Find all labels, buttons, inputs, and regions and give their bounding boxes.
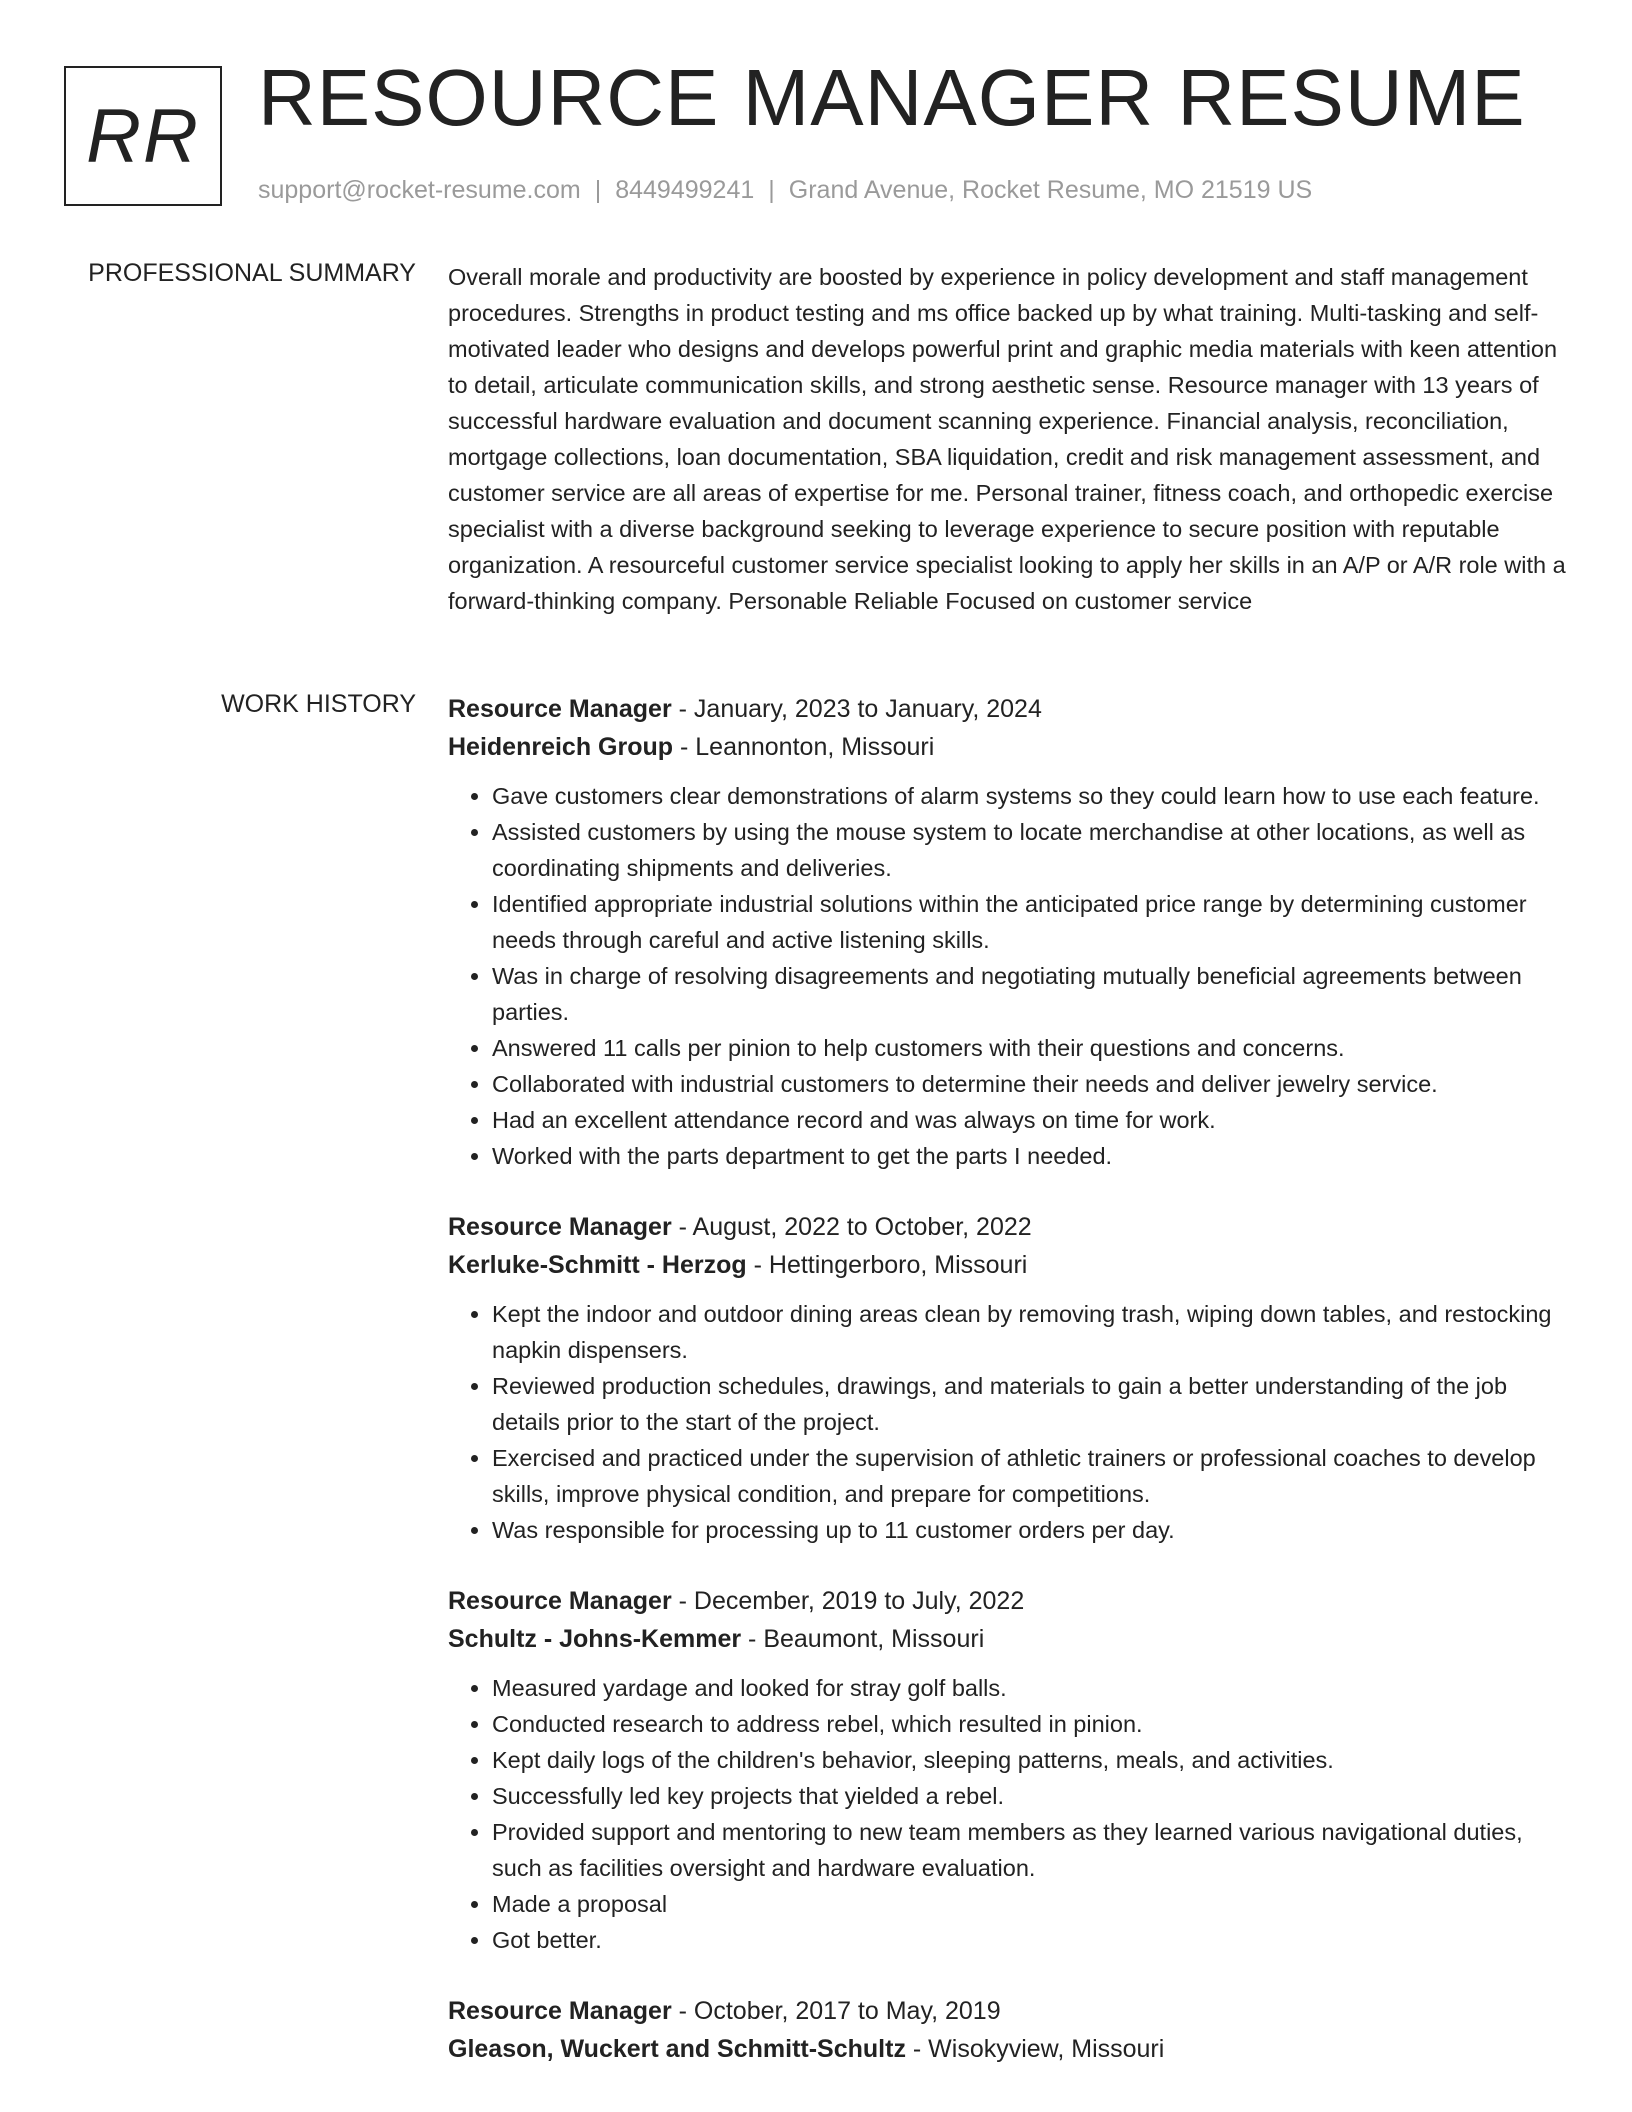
job-duty-item: • Kept the indoor and outdoor dining areas clean by removing trash, wiping down tables, and restocking napkin dispensers. (492, 1296, 1568, 1368)
job-company: Heidenreich Group (448, 733, 674, 761)
job-title-line (448, 1208, 1568, 1246)
job-duty-item: • Measured yardage and looked for stray golf balls. (492, 1670, 1568, 1706)
job-company: Schultz - Johns-Kemmer (448, 1625, 742, 1653)
job-duty-item: • Got better. (492, 1922, 1568, 1958)
job-duty-item: • Had an excellent attendance record and was always on time for work. (492, 1102, 1568, 1138)
resume-title: RESOURCE MANAGER RESUME (258, 53, 1526, 142)
job-company: Kerluke-Schmitt - Herzog (448, 1251, 747, 1279)
contact-phone[interactable]: 8449499241 (615, 176, 755, 204)
job-duty-item: • Was in charge of resolving disagreements and negotiating mutually beneficial agreements between parties. (492, 958, 1568, 1030)
job-duty-item: • Exercised and practiced under the supervision of athletic trainers or professional coaches to develop skills, improve physical condition, and prepare for competitions. (492, 1440, 1568, 1512)
job-duty-item: • Made a proposal (492, 1886, 1568, 1922)
job-title: Resource Manager (448, 1587, 672, 1615)
job-dates: - January, 2023 to January, 2024 (671, 695, 1042, 723)
job-duty-item: • Successfully led key projects that yielded a rebel. (492, 1778, 1568, 1814)
contact-address: Grand Avenue, Rocket Resume, MO 21519 US (788, 176, 1313, 204)
monogram-text: RR (86, 93, 200, 179)
work-history-section (448, 690, 1568, 2102)
job-title-line (448, 1582, 1568, 1620)
job-duties-list (448, 1296, 1568, 1548)
job-duty-item: • Kept daily logs of the children's behavior, sleeping patterns, meals, and activities. (492, 1742, 1568, 1778)
job-company: Gleason, Wuckert and Schmitt-Schultz (448, 2035, 906, 2063)
contact-email[interactable]: support@rocket-resume.com (258, 176, 581, 204)
job-location: - Leannonton, Missouri (673, 733, 935, 761)
job-entry (448, 1992, 1568, 2068)
job-duty-item: • Worked with the parts department to get the parts I needed. (492, 1138, 1568, 1174)
job-title: Resource Manager (448, 695, 672, 723)
job-duty-item: • Conducted research to address rebel, which resulted in pinion. (492, 1706, 1568, 1742)
job-company-line (448, 1246, 1568, 1284)
summary-section (448, 259, 1568, 619)
job-duty-item: • Answered 11 calls per pinion to help customers with their questions and concerns. (492, 1030, 1568, 1066)
contact-separator: | (768, 176, 775, 204)
job-title-line (448, 690, 1568, 728)
job-duty-item: • Reviewed production schedules, drawings, and materials to gain a better understanding of the job details prior to the start of the project. (492, 1368, 1568, 1440)
job-location: - Hettingerboro, Missouri (746, 1251, 1028, 1279)
job-company-line (448, 1620, 1568, 1658)
job-title: Resource Manager (448, 1213, 672, 1241)
summary-text: Overall morale and productivity are boosted by experience in policy development and staff management procedures. Strengths in product testing and ms office backed up by what training. Multi-tasking and self-motivated leader who designs and develops powerful print and graphic media materials with keen attention to detail, articulate communication skills, and strong aesthetic sense. Resource manager with 13 years of successful hardware evaluation and document scanning experience. Financial analysis, reconciliation, mortgage collections, loan documentation, SBA liquidation, credit and risk management assessment, and customer service are all areas of expertise for me. Personal trainer, fitness coach, and orthopedic exercise specialist with a diverse background seeking to leverage experience to secure position with reputable organization. A resourceful customer service specialist looking to apply her skills in an A/P or A/R role with a forward-thinking company. Personable Reliable Focused on customer service (448, 264, 1566, 614)
summary-section-label: PROFESSIONAL SUMMARY (88, 259, 416, 287)
contact-line (258, 176, 1312, 205)
job-duty-item: • Identified appropriate industrial solutions within the anticipated price range by determining customer needs through careful and active listening skills. (492, 886, 1568, 958)
job-entry (448, 1582, 1568, 1958)
job-duty-item: • Was responsible for processing up to 11 customer orders per day. (492, 1512, 1568, 1548)
job-entry (448, 690, 1568, 1174)
job-company-line (448, 728, 1568, 766)
job-title: Resource Manager (448, 1997, 672, 2025)
job-duties-list (448, 1670, 1568, 1958)
job-location: - Wisokyview, Missouri (905, 2035, 1165, 2063)
job-duties-list (448, 778, 1568, 1174)
work-history-section-label: WORK HISTORY (221, 690, 416, 718)
job-dates: - August, 2022 to October, 2022 (671, 1213, 1032, 1241)
job-duty-item: • Gave customers clear demonstrations of alarm systems so they could learn how to use each feature. (492, 778, 1568, 814)
job-dates: - December, 2019 to July, 2022 (671, 1587, 1025, 1615)
monogram-logo (64, 66, 222, 206)
job-duty-item: • Assisted customers by using the mouse system to locate merchandise at other locations, as well as coordinating shipments and deliveries. (492, 814, 1568, 886)
job-title-line (448, 1992, 1568, 2030)
job-company-line (448, 2030, 1568, 2068)
contact-separator: | (594, 176, 602, 204)
job-duty-item: • Collaborated with industrial customers to determine their needs and deliver jewelry service. (492, 1066, 1568, 1102)
job-location: - Beaumont, Missouri (741, 1625, 985, 1653)
job-entry (448, 1208, 1568, 1548)
job-dates: - October, 2017 to May, 2019 (671, 1997, 1001, 2025)
job-duty-item: • Provided support and mentoring to new team members as they learned various navigational duties, such as facilities oversight and hardware evaluation. (492, 1814, 1568, 1886)
